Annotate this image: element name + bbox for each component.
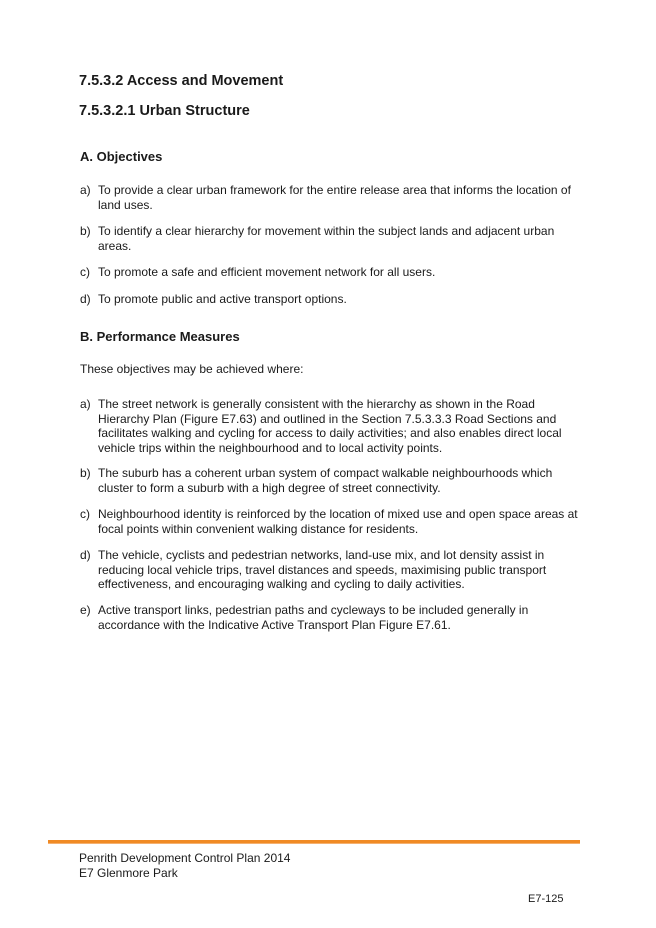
list-marker: c) <box>80 265 90 279</box>
list-text: To promote a safe and efficient movement network for all users. <box>98 265 436 279</box>
performance-item <box>80 507 580 536</box>
performance-item <box>80 603 580 632</box>
objective-item <box>80 183 580 212</box>
list-text: Active transport links, pedestrian paths and cycleways to be included generally in accordance with the Indicative Active Transport Plan Figure E7.61. <box>98 603 529 632</box>
list-marker: d) <box>80 292 91 306</box>
list-text: Neighbourhood identity is reinforced by the location of mixed use and open space areas at focal points within convenient walking distance for residents. <box>98 507 578 536</box>
list-marker: d) <box>80 548 91 562</box>
list-marker: e) <box>80 603 91 617</box>
list-text: The suburb has a coherent urban system of compact walkable neighbourhoods which cluster to form a suburb with a high degree of street connectivity. <box>98 466 553 495</box>
footer-document-title: Penrith Development Control Plan 2014 <box>79 851 291 865</box>
performance-heading: B. Performance Measures <box>80 329 240 344</box>
performance-item <box>80 466 580 495</box>
list-text: The street network is generally consistent with the hierarchy as shown in the Road Hierarchy Plan (Figure E7.63) and outlined in the Section 7.5.3.3.3 Road Sections and facilitates walking and cycling for access to daily activities; and also enables direct local vehicle trips within the neighbourhood and to local activity points. <box>98 397 562 455</box>
objective-item <box>80 224 580 253</box>
section-heading: 7.5.3.2 Access and Movement <box>79 73 284 89</box>
subsection-heading: 7.5.3.2.1 Urban Structure <box>79 103 250 119</box>
list-marker: a) <box>80 397 91 411</box>
list-marker: b) <box>80 466 91 480</box>
footer-rule <box>48 840 580 844</box>
list-marker: a) <box>80 183 91 197</box>
list-marker: c) <box>80 507 90 521</box>
list-text: To identify a clear hierarchy for movement within the subject lands and adjacent urban areas. <box>98 224 555 253</box>
footer-section-title: E7 Glenmore Park <box>79 866 178 880</box>
list-marker: b) <box>80 224 91 238</box>
objective-item <box>80 292 580 307</box>
page-number: E7-125 <box>528 893 564 905</box>
objectives-heading: A. Objectives <box>80 149 163 164</box>
list-text: To promote public and active transport options. <box>98 292 347 306</box>
performance-intro: These objectives may be achieved where: <box>80 362 304 376</box>
performance-item <box>80 397 580 455</box>
performance-item <box>80 548 580 592</box>
list-text: The vehicle, cyclists and pedestrian networks, land-use mix, and lot density assist in reducing local vehicle trips, travel distances and speeds, maximising public transport effectiveness, and encouraging walking and cycling to daily activities. <box>98 548 547 591</box>
list-text: To provide a clear urban framework for the entire release area that informs the location of land uses. <box>98 183 571 212</box>
objective-item <box>80 265 580 280</box>
